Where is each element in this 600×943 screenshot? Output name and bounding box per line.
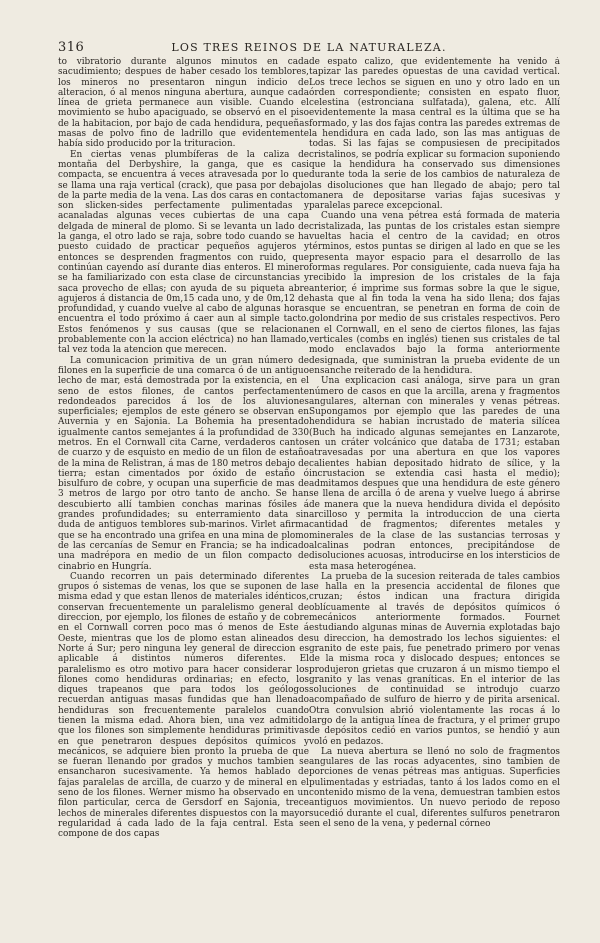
right-column	[309, 57, 560, 923]
paragraph: La prueba de la sucesion reiterada de tales cambios se halla en la presencia accidental de filones que cruzan; éstos indican una fractura dirigida oblícuamente al través de depósitos químicos ó mecánicos anteriormente formados. Fournet estudiando algunas minas de Auvernia explotadas bajo su direccion, ha demostrado los lechos siguientes: el granito de este pais, fue penetrado primero por venas de la misma roca y dislocado despues; entonces se produjeron grietas que cruzaron á un mismo tiempo el granito y las venas graníticas. En el interior de las soluciones de continuidad se introdujo cuarzo acompañado de sulfuro de hierro y de pirita arsenical. Otra convulsion abrió violentamente las rocas á lo largo de la antigua línea de fractura, y el primer grupo de depósitos cedió en varios puntos, se hendió y aun voló en pedazos.	[309, 571, 560, 747]
paragraph: Cuando una vena pétrea está formada de materia cristalizada, las puntas de los cristales estan siempre vueltas hacia el centro de la cavidad; en otros términos, estos puntas se dirigen al lado en que se les presenta mayor espacio para el desarrollo de las formas regulares. Por consiguiente, cada nueva faja ha recibido la impresion de los cristales de la faja anterior, é imprime sus formas sobre la que le sigue, hasta que al fin toda la vena ha sido llena; dos fajas que se encuentran, se penetran en forma de coin de golondrina por medio de sus cristales respectivos. Pero en el Cornwall, en el seno de ciertos filones, las fajas verticales (combs en inglés) tienen sus cristales de tal modo enclavados bajo la forma anteriormente designada, que suministran la prueba evidente de un ensanche reiterado de la hendidura.	[309, 211, 560, 376]
page-number: 316	[58, 40, 85, 55]
running-title: LOS TRES REINOS DE LA NATURALEZA.	[171, 41, 447, 54]
paragraph: to vibratorio durante algunos minutos en cada sacudimiento; despues de haber cesado los temblores, los mineros no presentaron ningun indicio de alteracion, ó al menos ninguna abertura, aunque cada línea de grieta permanece aun visible. Cuando el movimiento se hubo apaciguado, se observó en el piso de la habitacion, por bajo de cada hendidura, pequeñas masas de polvo fino de ladrillo que evidentemente había sido producido por la trituracion.	[58, 57, 309, 150]
paragraph: Una explicacion casi análoga, sirve para un gran número de casos en que la arcilla, arena y fragmentos angulares, alternan con minerales y venas pétreas. Supongamos por ejemplo que las paredes de una hendidura se habian incrustado de materia silícea (Buch ha indicado algunas semejantes en Lanzarote, en un cráter volcánico que databa de 1731; estaban atravesadas por una abertura en que los vapores calientes habian depositado hidrato de sílice, y la incrustacion se extendia casi hasta el medio); admitamos despues que una hendidura de este género se llena de arcilla ó de arena y vuelve luego á abrirse de manera que la nueva hendidura divida el depósito arcilloso y permita la introduccion de una cierta cantidad de fragmentos; diferentes metales y minerales de la clase de las sustancias terrosas y alcalinas podran entonces, precipitándose de disoluciones acuosas, introducirse en los intersticios de esta masa heterogénea.	[309, 376, 560, 572]
left-column	[58, 57, 309, 923]
paragraph: La nueva abertura se llenó no solo de fragmentos angulares de las rocas adyacentes, sino tambien de porciones de venas pétreas mas antiguas. Superficies pulimentadas y estriadas, tanto á los lados como en el contenido mismo de la vena, demuestran tambien estos antiguos movimientos. Un nuevo periodo de reposo sucedió durante el cual, diferentes sulfuros penetraron en el seno de la vena, y pedernal córneo	[309, 746, 560, 829]
paragraph: La comunicacion primitiva de un gran número de filones en la superficie de una comarca ó de un antiguo lecho de mar, está demostrada por la existencia, en el seno de estos filones, de cantos perfectamente redondeados parecidos á los de los aluviones superficiales; ejemplos de este género se observan en Auvernia y en Sajonia. La Bohemia ha presentado igualmente cantos semejantes á la profundidad de 330 metros. En el Cornwall cita Carne, verdaderos cantos de cuarzo y de esquisto en medio de un filon de estaño de la mina de Relistran, á mas de 180 metros debajo de tierra; estan cimentados por óxido de estaño ó bisulfuro de cobre, y ocupan una superficie de mas de 3 metros de largo por otro tanto de ancho. Se han descubierto allí tambien conchas marinas fósiles á grandes profundidades; su enterramiento data sin duda de antiguos temblores sub-marinos. Virlet afirma que se ha encontrado una grifea en una mina de plomo de las cercanías de Semur en Francia; se ha indicado una madrépora en medio de un filon compacto de cinabrio en Hungría.	[58, 355, 309, 572]
page-header	[58, 40, 560, 58]
text-columns	[58, 57, 560, 923]
paragraph: Cuando recorren un pais determinado diferentes grupos ó sistemas de venas, los que se suponen de la misma edad y que estan llenos de materiales idénticos, conservan frecuentemente un paralelismo general de direccion, por ejemplo, los filones de estaño y de cobre en el Cornwall corren poco mas ó menos de Este á Oeste, mientras que los de plomo estan alineados de Norte á Sur; pero ninguna ley general de direccion es aplicable á distintos números diferentes. El paralelismo es otro motivo para hacer considerar los filones como hendiduras ordinarias; en efecto, los diques trapeanos que para todos los geólogos recuerdan antiguas masas fundidas que han llenado hendiduras son frecuentemente paralelos cuando tienen la misma edad. Ahora bien, una vez admitido que los filones son simplemente hendiduras primitivas en que penetraron despues depósitos químicos y mecánicos, se adquiere bien pronto la prueba de que se fueran llenando por grados y muchos tambien se ensancharon sucesivamente. Ya hemos hablado de fajas paralelas de arcilla, de cuarzo y de mineral en el seno de los filones. Werner mismo ha observado en un filon particular, cerca de Gersdorf en Sajonia, trece lechos de minerales diferentes dispuestos con la mayor regularidad á cada lado de la faja central. Esta se compone de dos capas	[58, 571, 309, 840]
paragraph: En ciertas venas plumbíferas de la caliza de montaña del Derbyshire, la ganga, que es casi compacta, se encuentra á veces atravesada por lo que se llama una raja vertical (crack), que pasa por debajo de la parte media de la vena. Las dos caras en contacto son slicken-sides perfectamente pulimentadas y acanaladas algunas veces cubiertas de una capa delgada de mineral de plomo. Si se levanta un lado de la ganga, el otro lado se raja, sobre todo cuando se ha puesto cuidado de practicar pequeños agujeros y entonces se desprenden fragmentos con ruido, que continúan cayendo así durante dias enteros. El minero se ha familiarizado con esta clase de circunstancias y saca provecho de ellas; con ayuda de su piqueta abre agujeros á distancia de 0m,15 cada uno, y de 0m,12 de profundidad, y cuando vuelve al cabo de algunas horas encuentra el todo próximo á caer aun al simple tacto. Estos fenómenos y sus causas (que se relacionan probablemente con la accion eléctrica) no han llamado, tal vez toda la atencion que merecen.	[58, 149, 309, 356]
paragraph: de espato calizo, que evidentemente ha venido á tapizar las paredes opuestas de una cavidad vertical. Los trece lechos se siguen en uno y otro lado en un órden correspondiente; consisten en espato fluor, celestina (estronciana sulfatada), galena, etc. Allí evidentemente la masa central es la última que se ha formado, y las dos fajas contra las paredes extremas de la hendidura en cada lado, son las mas antiguas de todas. Si las fajas se compusiesen de precipitados cristalinos, se podría explicar su formacion suponiendo que la hendidura ha conservado sus dimensiones durante toda la serie de los cambios de naturaleza de las disoluciones que han llegado de abajo; pero tal manera de depositarse varias fajas sucesivas y paralelas parece excepcional.	[309, 57, 560, 212]
